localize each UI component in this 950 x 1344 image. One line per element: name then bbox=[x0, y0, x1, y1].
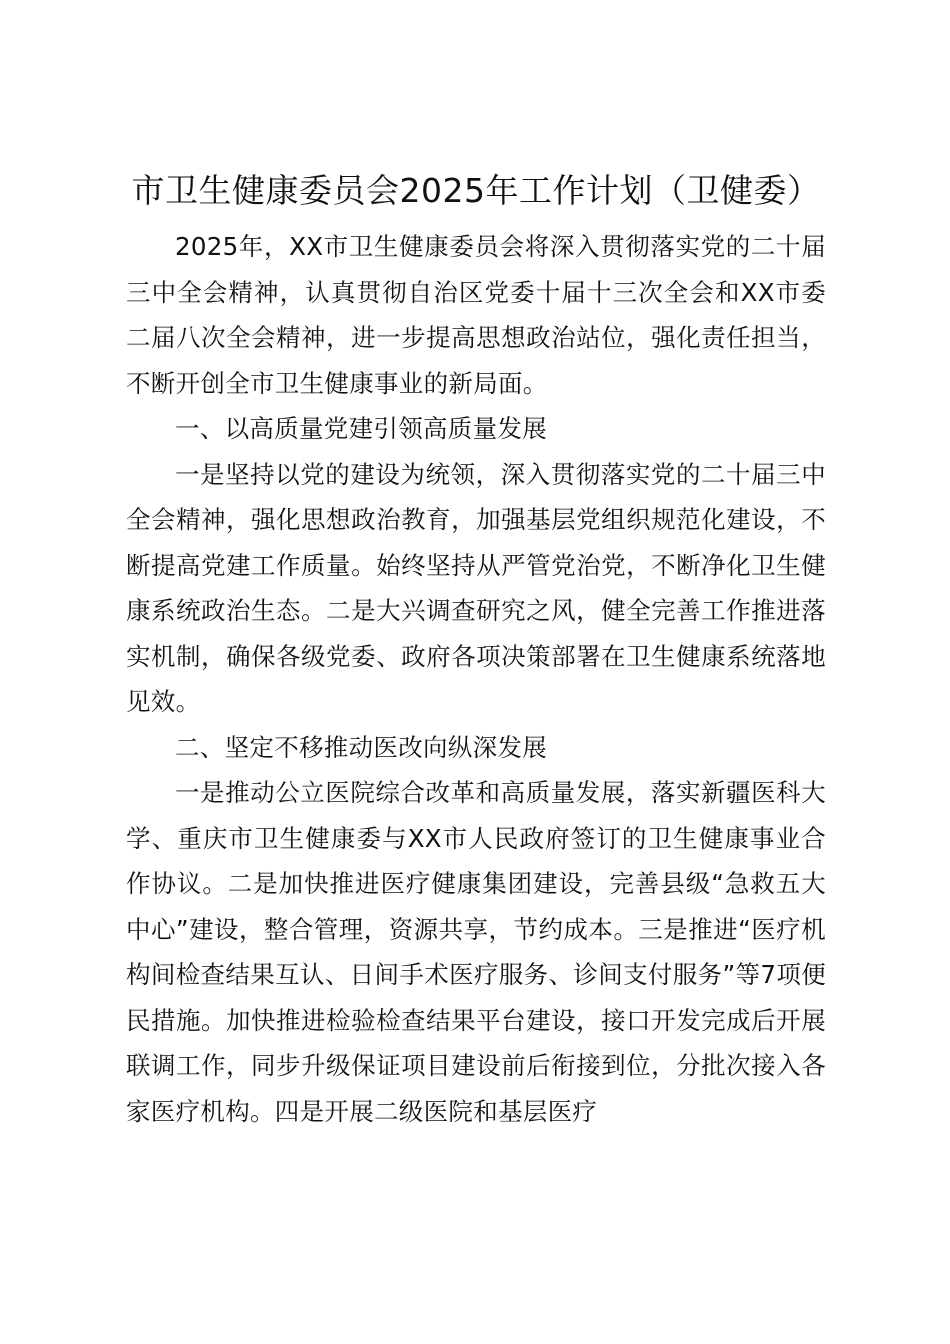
document-title: 市卫生健康委员会2025年工作计划（卫健委） bbox=[131, 171, 821, 210]
intro-paragraph: 2025年，XX市卫生健康委员会将深入贯彻落实党的二十届三中全会精神，认真贯彻自治区党委十届十三次全会和XX市委二届八次全会精神，进一步提高思想政治站位，强化责任担当，不断开创全市卫生健康事业的新局面。 bbox=[126, 232, 826, 398]
document-body bbox=[126, 168, 826, 1134]
section-body-medical-reform: 一是推动公立医院综合改革和高质量发展，落实新疆医科大学、重庆市卫生健康委与XX市人民政府签订的卫生健康事业合作协议。二是加快推进医疗健康集团建设，完善县级“急救五大中心”建设，整合管理，资源共享，节约成本。三是推进“医疗机构间检查结果互认、日间手术医疗服务、诊间支付服务”等7项便民措施。加快推进检验检查结果平台建设，接口开发完成后开展联调工作，同步升级保证项目建设前后衔接到位，分批次接入各家医疗机构。四是开展二级医院和基层医疗 bbox=[126, 778, 826, 1126]
section-body-party-building: 一是坚持以党的建设为统领，深入贯彻落实党的二十届三中全会精神，强化思想政治教育，加强基层党组织规范化建设，不断提高党建工作质量。始终坚持从严管党治党，不断净化卫生健康系统政治生态。二是大兴调查研究之风，健全完善工作推进落实机制，确保各级党委、政府各项决策部署在卫生健康系统落地见效。 bbox=[126, 459, 826, 716]
section-heading-party-building: 一、以高质量党建引领高质量发展 bbox=[175, 414, 547, 443]
section-heading-medical-reform: 二、坚定不移推动医改向纵深发展 bbox=[175, 732, 547, 762]
